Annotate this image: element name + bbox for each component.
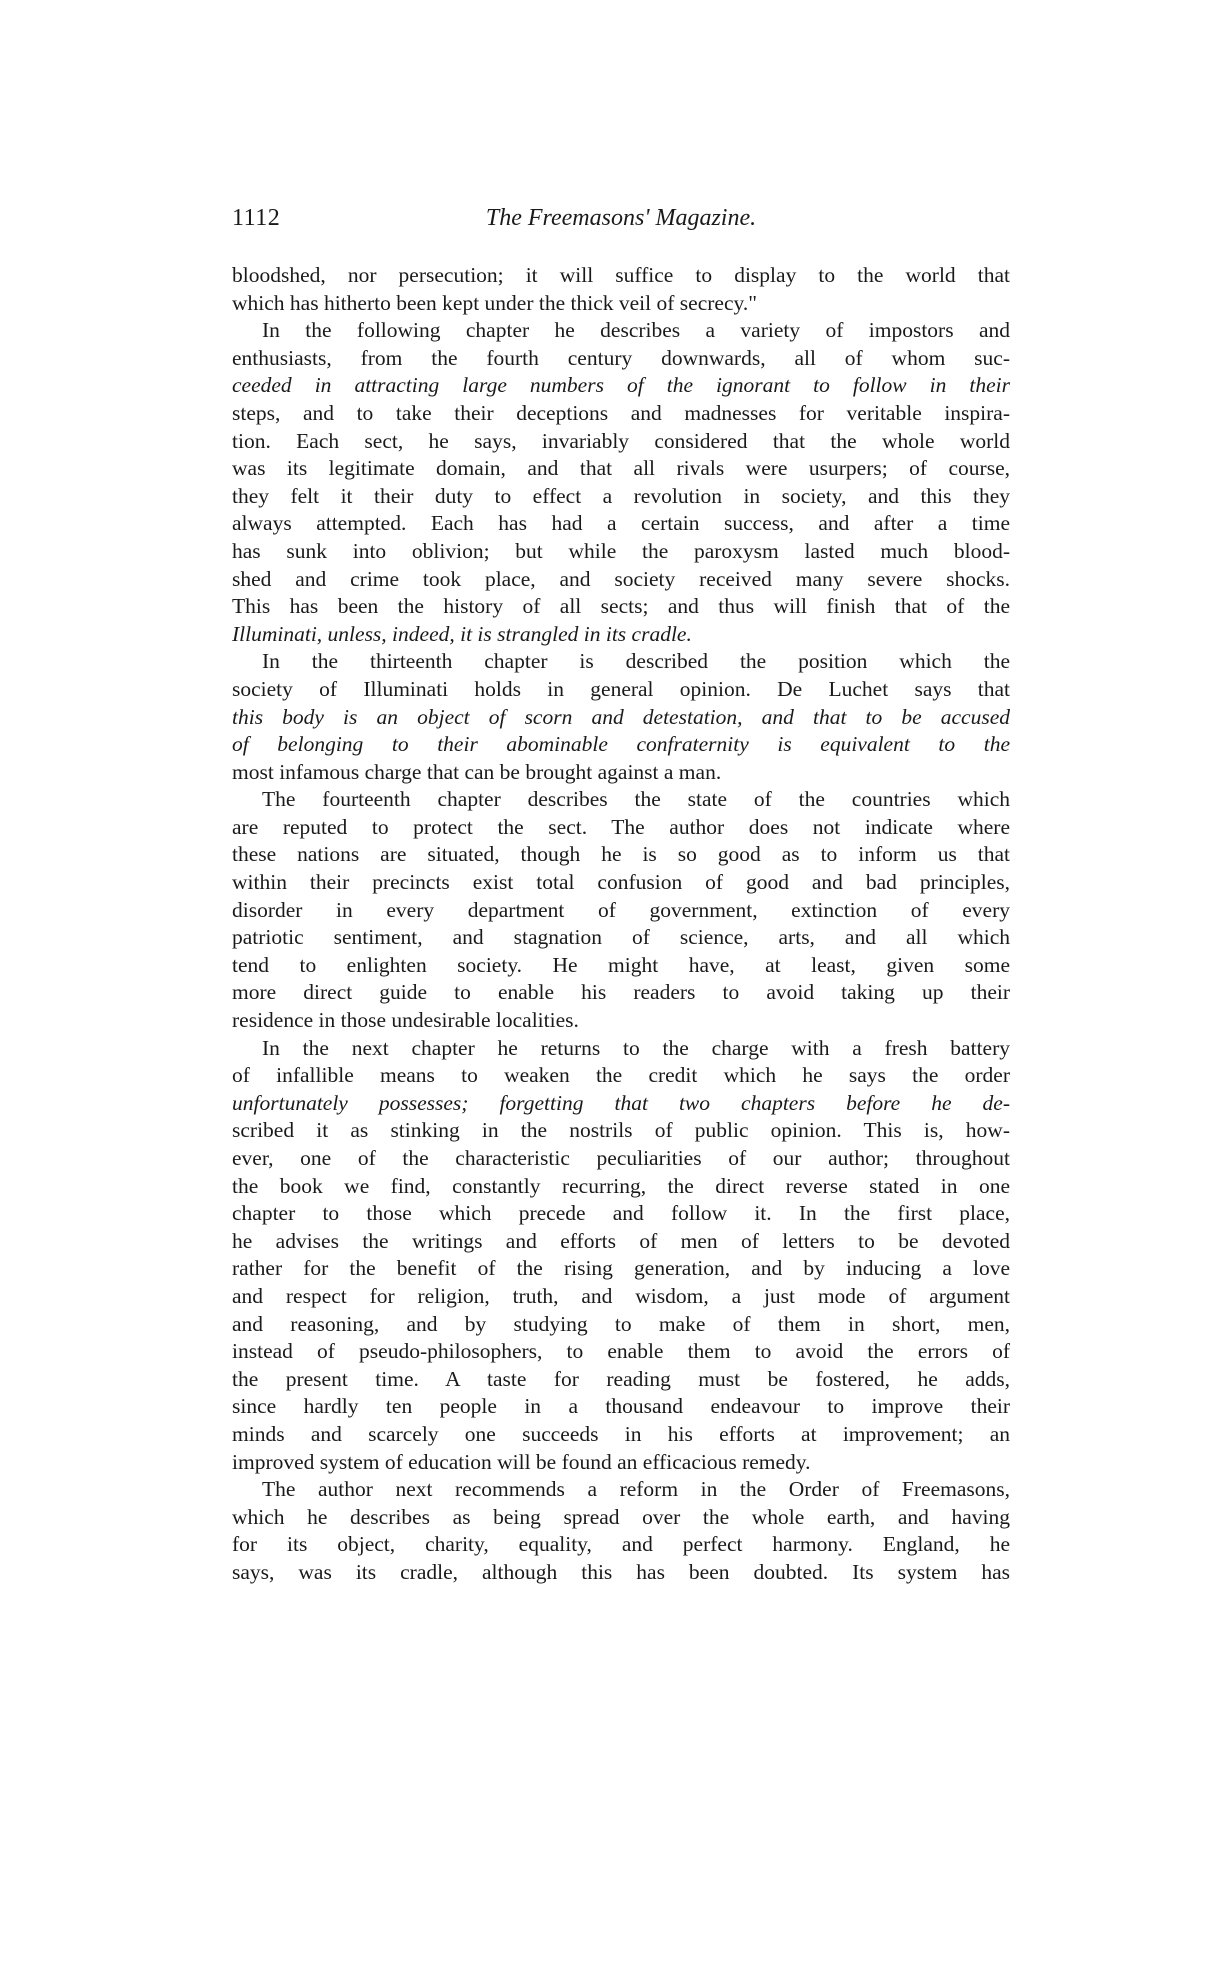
text-line: residence in those undesirable localities. (232, 1008, 579, 1033)
text-line: always attempted. Each has had a certain success, and after a time (232, 511, 1010, 536)
text-line: The author next recommends a reform in the Order of Freemasons, (262, 1477, 1010, 1502)
text-line: and respect for religion, truth, and wisdom, a just mode of argument (232, 1283, 1010, 1308)
text-line: and reasoning, and by studying to make of them in short, men, (232, 1311, 1010, 1336)
text-line: In the thirteenth chapter is described the position which the (262, 649, 1010, 674)
page-header (232, 205, 1010, 239)
text-line: more direct guide to enable his readers to avoid taking up their (232, 980, 1010, 1005)
page-number: 1112 (232, 205, 281, 231)
paragraph (232, 1035, 1010, 1477)
text-line: steps, and to take their deceptions and madnesses for veritable inspira- (232, 400, 1010, 425)
text-line: since hardly ten people in a thousand endeavour to improve their (232, 1394, 1010, 1419)
text-line: they felt it their duty to effect a revolution in society, and this they (232, 483, 1010, 508)
paragraph (232, 262, 1010, 317)
text-line: ever, one of the characteristic peculiarities of our author; throughout (232, 1146, 1010, 1170)
paragraph (232, 1476, 1010, 1586)
text-line: This has been the history of all sects; and thus will finish that of the (232, 594, 1010, 619)
text-line: most infamous charge that can be brought against a man. (232, 759, 722, 784)
text-line-italic: this body is an object of scorn and detestation, and that to be accused (232, 704, 1010, 729)
text-line: the present time. A taste for reading must be fostered, he adds, (232, 1366, 1010, 1391)
text-line: has sunk into oblivion; but while the paroxysm lasted much blood- (232, 538, 1010, 563)
text-line: In the next chapter he returns to the charge with a fresh battery (262, 1035, 1010, 1060)
text-line: bloodshed, nor persecution; it will suffice to display to the world that (232, 263, 1010, 287)
text-line: says, was its cradle, although this has been doubted. Its system has (232, 1559, 1010, 1584)
text-line: for its object, charity, equality, and perfect harmony. England, he (232, 1532, 1010, 1557)
text-line: The fourteenth chapter describes the state of the countries which (262, 787, 1010, 812)
article-body (232, 262, 1010, 1587)
text-line: he advises the writings and efforts of men of letters to be devoted (232, 1228, 1010, 1253)
text-line: which has hitherto been kept under the thick veil of secrecy." (232, 290, 757, 315)
text-line: patriotic sentiment, and stagnation of science, arts, and all which (232, 925, 1010, 950)
text-line-italic: of belonging to their abominable confraternity is equivalent to the (232, 732, 1010, 757)
text-line: these nations are situated, though he is so good as to inform us that (232, 842, 1010, 867)
text-line: within their precincts exist total confusion of good and bad principles, (232, 870, 1010, 895)
text-line: In the following chapter he describes a variety of impostors and (262, 318, 1010, 343)
text-line: society of Illuminati holds in general opinion. De Luchet says that (232, 676, 1010, 701)
text-line-italic: unfortunately possesses; forgetting that two chapters before he de- (232, 1090, 1010, 1115)
text-line: was its legitimate domain, and that all rivals were usurpers; of course, (232, 456, 1010, 481)
text-line: of infallible means to weaken the credit which he says the order (232, 1063, 1010, 1088)
text-line: are reputed to protect the sect. The author does not indicate where (232, 814, 1010, 839)
paragraph (232, 648, 1010, 786)
text-line: chapter to those which precede and follow it. In the first place, (232, 1201, 1010, 1226)
paragraph (232, 786, 1010, 1034)
text-line: minds and scarcely one succeeds in his efforts at improvement; an (232, 1421, 1010, 1446)
text-line: instead of pseudo-philosophers, to enable them to avoid the errors of (232, 1339, 1010, 1364)
text-line-italic: ceeded in attracting large numbers of the ignorant to follow in their (232, 373, 1010, 398)
running-title: The Freemasons' Magazine. (485, 205, 757, 231)
text-line: enthusiasts, from the fourth century downwards, all of whom suc- (232, 345, 1010, 370)
text-line: which he describes as being spread over the whole earth, and having (232, 1504, 1010, 1529)
text-line: disorder in every department of government, extinction of every (232, 897, 1010, 922)
text-line: improved system of education will be found an efficacious remedy. (232, 1449, 811, 1474)
text-line: tion. Each sect, he says, invariably considered that the whole world (232, 428, 1010, 453)
text-line-italic: Illuminati, unless, indeed, it is strangled in its cradle. (232, 621, 692, 646)
paragraph (232, 317, 1010, 648)
text-line: tend to enlighten society. He might have, at least, given some (232, 952, 1010, 977)
text-line: the book we find, constantly recurring, the direct reverse stated in one (232, 1173, 1010, 1198)
text-line: rather for the benefit of the rising generation, and by inducing a love (232, 1256, 1010, 1281)
text-line: scribed it as stinking in the nostrils of public opinion. This is, how- (232, 1118, 1010, 1143)
text-line: shed and crime took place, and society received many severe shocks. (232, 566, 1010, 591)
